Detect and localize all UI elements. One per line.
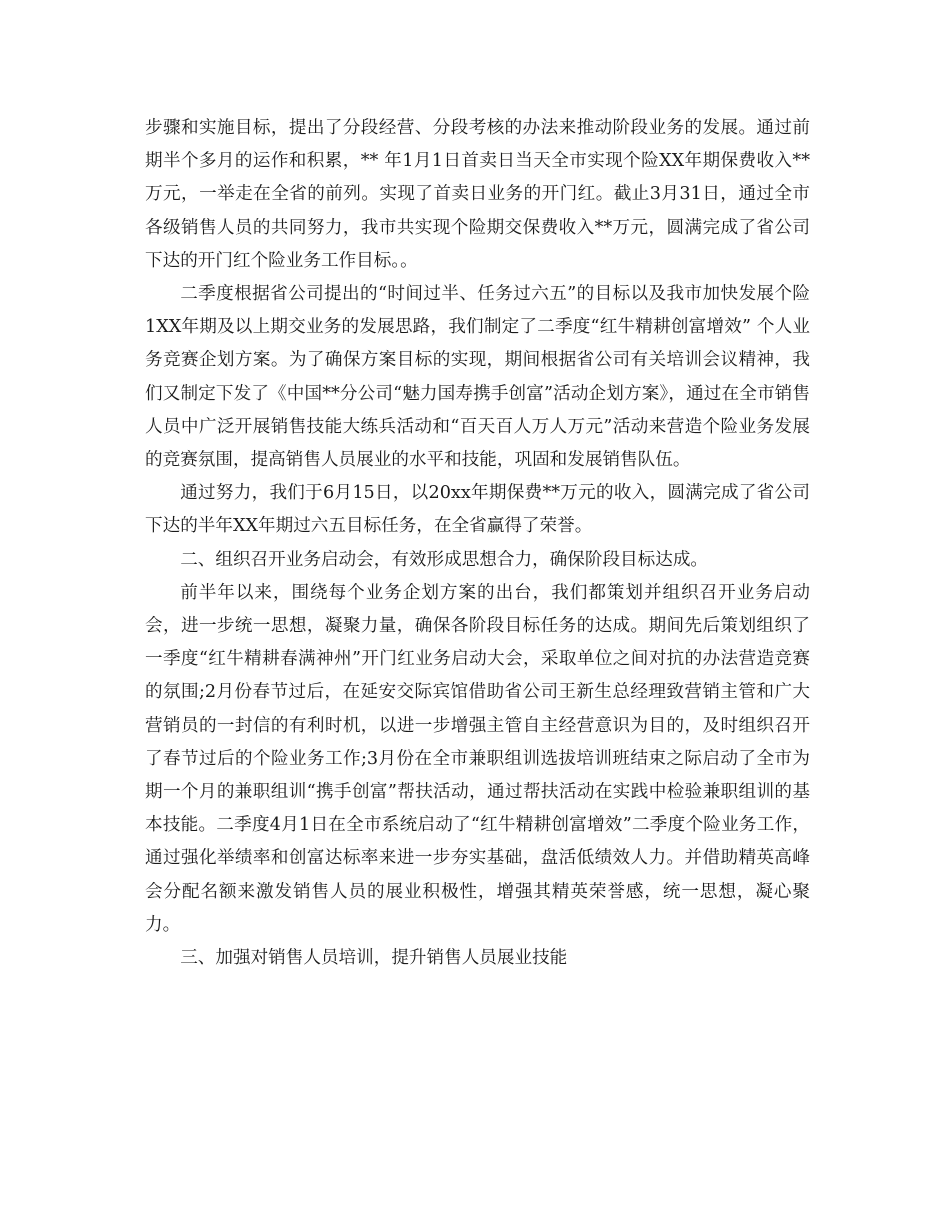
document-body <box>145 112 810 975</box>
section-heading-3: 三、加强对销售人员培训，提升销售人员展业技能 <box>180 948 568 969</box>
paragraph-3: 通过努力，我们于6月15日，以20xx年期保费**万元的收入，圆满完成了省公司下达的半年XX年期过六五目标任务，在全省赢得了荣誉。 <box>145 483 810 537</box>
paragraph-4: 前半年以来，围绕每个业务企划方案的出台，我们都策划并组织召开业务启动会，进一步统一思想，凝聚力量，确保各阶段目标任务的达成。期间先后策划组织了一季度“红牛精耕春满神州”开门红业务启动大会，采取单位之间对抗的办法营造竞赛的氛围;2月份春节过后，在延安交际宾馆借助省公司王新生总经理致营销主管和广大营销员的一封信的有利时机，以进一步增强主管自主经营意识为目的，及时组织召开了春节过后的个险业务工作;3月份在全市兼职组训选拔培训班结束之际启动了全市为期一个月的兼职组训“携手创富”帮扶活动，通过帮扶活动在实践中检验兼职组训的基本技能。二季度4月1日在全市系统启动了“红牛精耕创富增效”二季度个险业务工作，通过强化举绩率和创富达标率来进一步夯实基础，盘活低绩效人力。并借助精英高峰会分配名额来激发销售人员的展业积极性，增强其精英荣誉感，统一思想，凝心聚力。 <box>145 582 810 935</box>
paragraph-1: 步骤和实施目标，提出了分段经营、分段考核的办法来推动阶段业务的发展。通过前期半个多月的运作和积累，** 年1月1日首卖日当天全市实现个险XX年期保费收入**万元，一举走在全省的前列。实现了首卖日业务的开门红。截止3月31日，通过全市各级销售人员的共同努力，我市共实现个险期交保费收入**万元，圆满完成了省公司下达的开门红个险业务工作目标。。 <box>145 118 810 271</box>
paragraph-2: 二季度根据省公司提出的“时间过半、任务过六五”的目标以及我市加快发展个险1XX年期及以上期交业务的发展思路，我们制定了二季度“红牛精耕创富增效” 个人业务竞赛企划方案。为了确保方案目标的实现，期间根据省公司有关培训会议精神，我们又制定下发了《中国**分公司“魅力国寿携手创富”活动企划方案》，通过在全市销售人员中广泛开展销售技能大练兵活动和“百天百人万人万元”活动来营造个险业务发展的竞赛氛围，提高销售人员展业的水平和技能，巩固和发展销售队伍。 <box>145 284 810 471</box>
section-heading-2: 二、组织召开业务启动会，有效形成思想合力，确保阶段目标达成。 <box>180 549 709 570</box>
